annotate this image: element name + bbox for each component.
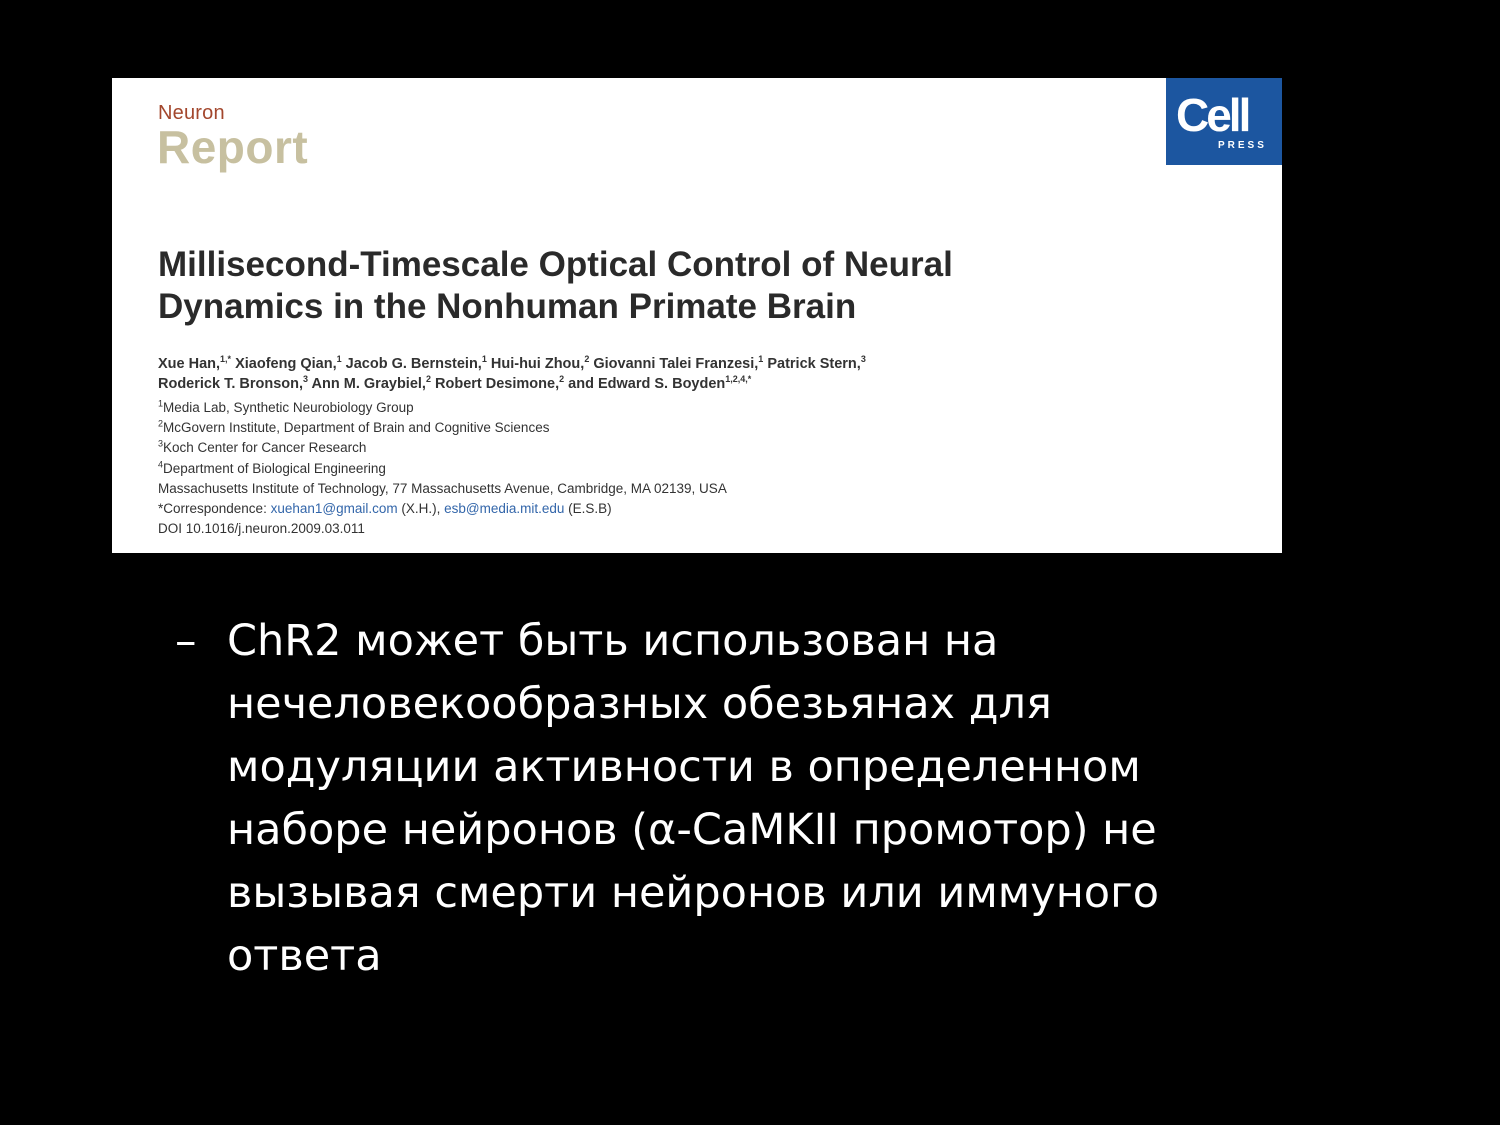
affiliations: [158, 398, 1158, 539]
cell-press-logo: [1166, 78, 1282, 165]
article-title: [158, 244, 1148, 328]
affiliation: $^2$McGovern Institute, Department of Brain and Cognitive Sciences: [158, 418, 550, 436]
bullet-line: наборе нейронов (α-CaMKII промотор) не: [227, 805, 1157, 855]
bullet-line: вызывая смерти нейронов или иммуного: [227, 868, 1160, 918]
title-line-2: Dynamics in the Nonhuman Primate Brain: [158, 287, 857, 326]
bullet-line: нечеловекообразных обезьянах для: [227, 679, 1052, 729]
logo-text: Cell: [1176, 89, 1249, 141]
title-line-1: Millisecond-Timescale Optical Control of Neural: [158, 245, 953, 284]
bullet-line: ответа: [227, 931, 382, 981]
logo-subtext: PRESS: [1218, 140, 1267, 151]
journal-name: Neuron: [158, 102, 225, 124]
author: Patrick Stern,$^3$: [767, 354, 866, 372]
author: Robert Desimone,$^2$: [435, 374, 565, 392]
bullet-line: ChR2 может быть использован на: [227, 616, 999, 666]
affiliation: $^1$Media Lab, Synthetic Neurobiology Group: [158, 398, 414, 415]
email-link[interactable]: esb@media.mit.edu: [444, 501, 565, 517]
doi: DOI 10.1016/j.neuron.2009.03.011: [158, 521, 365, 537]
author: Jacob G. Bernstein,$^1$: [345, 354, 487, 372]
author: and Edward S. Boyden$^{1,2,4,*}$: [568, 374, 752, 392]
author: Xue Han,$^{1,*}$: [158, 354, 232, 372]
bullet-line: модуляции активности в определенном: [227, 742, 1141, 792]
affiliation: $^4$Department of Biological Engineering: [158, 459, 386, 476]
article-type: Report: [157, 121, 309, 173]
affiliation: $^3$Koch Center for Cancer Research: [158, 438, 367, 456]
institution: Massachusetts Institute of Technology, 77 Massachusetts Avenue, Cambridge, MA 02139, USA: [158, 480, 727, 496]
author: Hui-hui Zhou,$^2$: [490, 354, 590, 372]
author-list: [158, 354, 1158, 394]
author: Ann M. Graybiel,$^2$: [311, 374, 431, 392]
email-link[interactable]: xuehan1@gmail.com: [270, 501, 398, 517]
bullet-dash: –: [175, 616, 197, 666]
author: Xiaofeng Qian,$^1$: [235, 354, 342, 372]
author: Giovanni Talei Franzesi,$^1$: [593, 354, 764, 372]
bullet-text: [227, 610, 1287, 988]
author: Roderick T. Bronson,$^3$: [158, 374, 309, 392]
correspondence: *Correspondence: xuehan1@gmail.com (X.H.), esb@media.mit.edu (E.S.B): [158, 501, 612, 517]
paper-header-image: [112, 78, 1282, 553]
